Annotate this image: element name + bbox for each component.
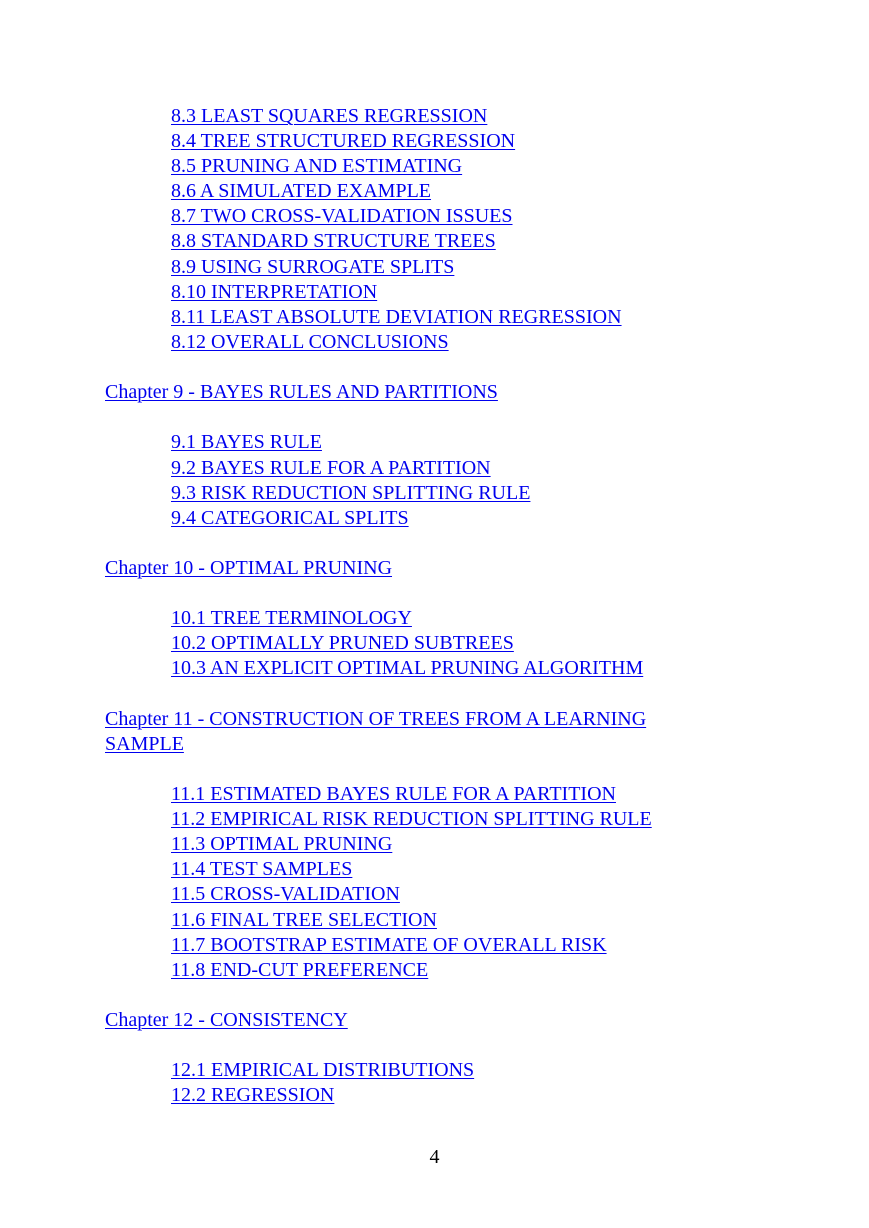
- chapter-10: [0, 556, 869, 682]
- chapter-10-link[interactable]: Chapter 10 - OPTIMAL PRUNING: [105, 556, 393, 579]
- chapter-12-items: [0, 1058, 869, 1108]
- toc-link-8-4[interactable]: 8.4 TREE STRUCTURED REGRESSION: [171, 130, 516, 153]
- toc-link-11-4[interactable]: 11.4 TEST SAMPLES: [171, 858, 353, 881]
- chapter-11: [0, 707, 869, 983]
- chapter-11-items: [0, 782, 869, 983]
- chapter-10-heading: [0, 556, 705, 581]
- chapter-9-heading: [0, 380, 705, 405]
- toc-link-9-2[interactable]: 9.2 BAYES RULE FOR A PARTITION: [171, 456, 491, 479]
- toc-link-11-2[interactable]: 11.2 EMPIRICAL RISK REDUCTION SPLITTING RULE: [171, 808, 652, 831]
- toc-link-10-2[interactable]: 10.2 OPTIMALLY PRUNED SUBTREES: [171, 632, 514, 655]
- toc-link-11-7[interactable]: 11.7 BOOTSTRAP ESTIMATE OF OVERALL RISK: [171, 933, 607, 956]
- chapter-12: [0, 1008, 869, 1108]
- chapter-12-link[interactable]: Chapter 12 - CONSISTENCY: [105, 1009, 348, 1032]
- toc-link-12-1[interactable]: 12.1 EMPIRICAL DISTRIBUTIONS: [171, 1059, 475, 1082]
- toc-link-8-3[interactable]: 8.3 LEAST SQUARES REGRESSION: [171, 105, 488, 127]
- chapter-12-heading: [0, 1008, 705, 1033]
- chapter-9-link[interactable]: Chapter 9 - BAYES RULES AND PARTITIONS: [105, 381, 498, 404]
- page-number: 4: [429, 1146, 440, 1168]
- toc-link-11-6[interactable]: 11.6 FINAL TREE SELECTION: [171, 908, 437, 931]
- toc-link-10-1[interactable]: 10.1 TREE TERMINOLOGY: [171, 607, 412, 630]
- toc-link-8-8[interactable]: 8.8 STANDARD STRUCTURE TREES: [171, 230, 496, 253]
- toc-link-8-6[interactable]: 8.6 A SIMULATED EXAMPLE: [171, 180, 432, 203]
- toc-link-9-1[interactable]: 9.1 BAYES RULE: [171, 431, 322, 454]
- table-of-contents: [0, 104, 869, 1109]
- toc-link-11-5[interactable]: 11.5 CROSS-VALIDATION: [171, 883, 400, 906]
- toc-link-8-5[interactable]: 8.5 PRUNING AND ESTIMATING: [171, 155, 463, 178]
- toc-link-9-3[interactable]: 9.3 RISK REDUCTION SPLITTING RULE: [171, 481, 531, 504]
- toc-link-8-9[interactable]: 8.9 USING SURROGATE SPLITS: [171, 255, 455, 278]
- toc-link-9-4[interactable]: 9.4 CATEGORICAL SPLITS: [171, 506, 409, 529]
- toc-link-11-3[interactable]: 11.3 OPTIMAL PRUNING: [171, 833, 393, 856]
- chapter-9-items: [0, 430, 869, 530]
- toc-link-12-2[interactable]: 12.2 REGRESSION: [171, 1084, 335, 1107]
- chapter-11-link[interactable]: Chapter 11 - CONSTRUCTION OF TREES FROM A LEARNING SAMPLE: [105, 707, 647, 755]
- toc-link-8-10[interactable]: 8.10 INTERPRETATION: [171, 280, 378, 303]
- toc-link-11-1[interactable]: 11.1 ESTIMATED BAYES RULE FOR A PARTITION: [171, 783, 616, 806]
- toc-link-8-7[interactable]: 8.7 TWO CROSS-VALIDATION ISSUES: [171, 205, 513, 228]
- chapter-8-items: [0, 104, 869, 355]
- toc-link-8-12[interactable]: 8.12 OVERALL CONCLUSIONS: [171, 330, 449, 353]
- chapter-9: [0, 380, 869, 531]
- toc-link-8-11[interactable]: 8.11 LEAST ABSOLUTE DEVIATION REGRESSION: [171, 305, 622, 328]
- toc-link-10-3[interactable]: 10.3 AN EXPLICIT OPTIMAL PRUNING ALGORITHM: [171, 657, 644, 680]
- toc-link-11-8[interactable]: 11.8 END-CUT PREFERENCE: [171, 958, 429, 981]
- chapter-10-items: [0, 606, 869, 681]
- chapter-11-heading: [0, 707, 705, 757]
